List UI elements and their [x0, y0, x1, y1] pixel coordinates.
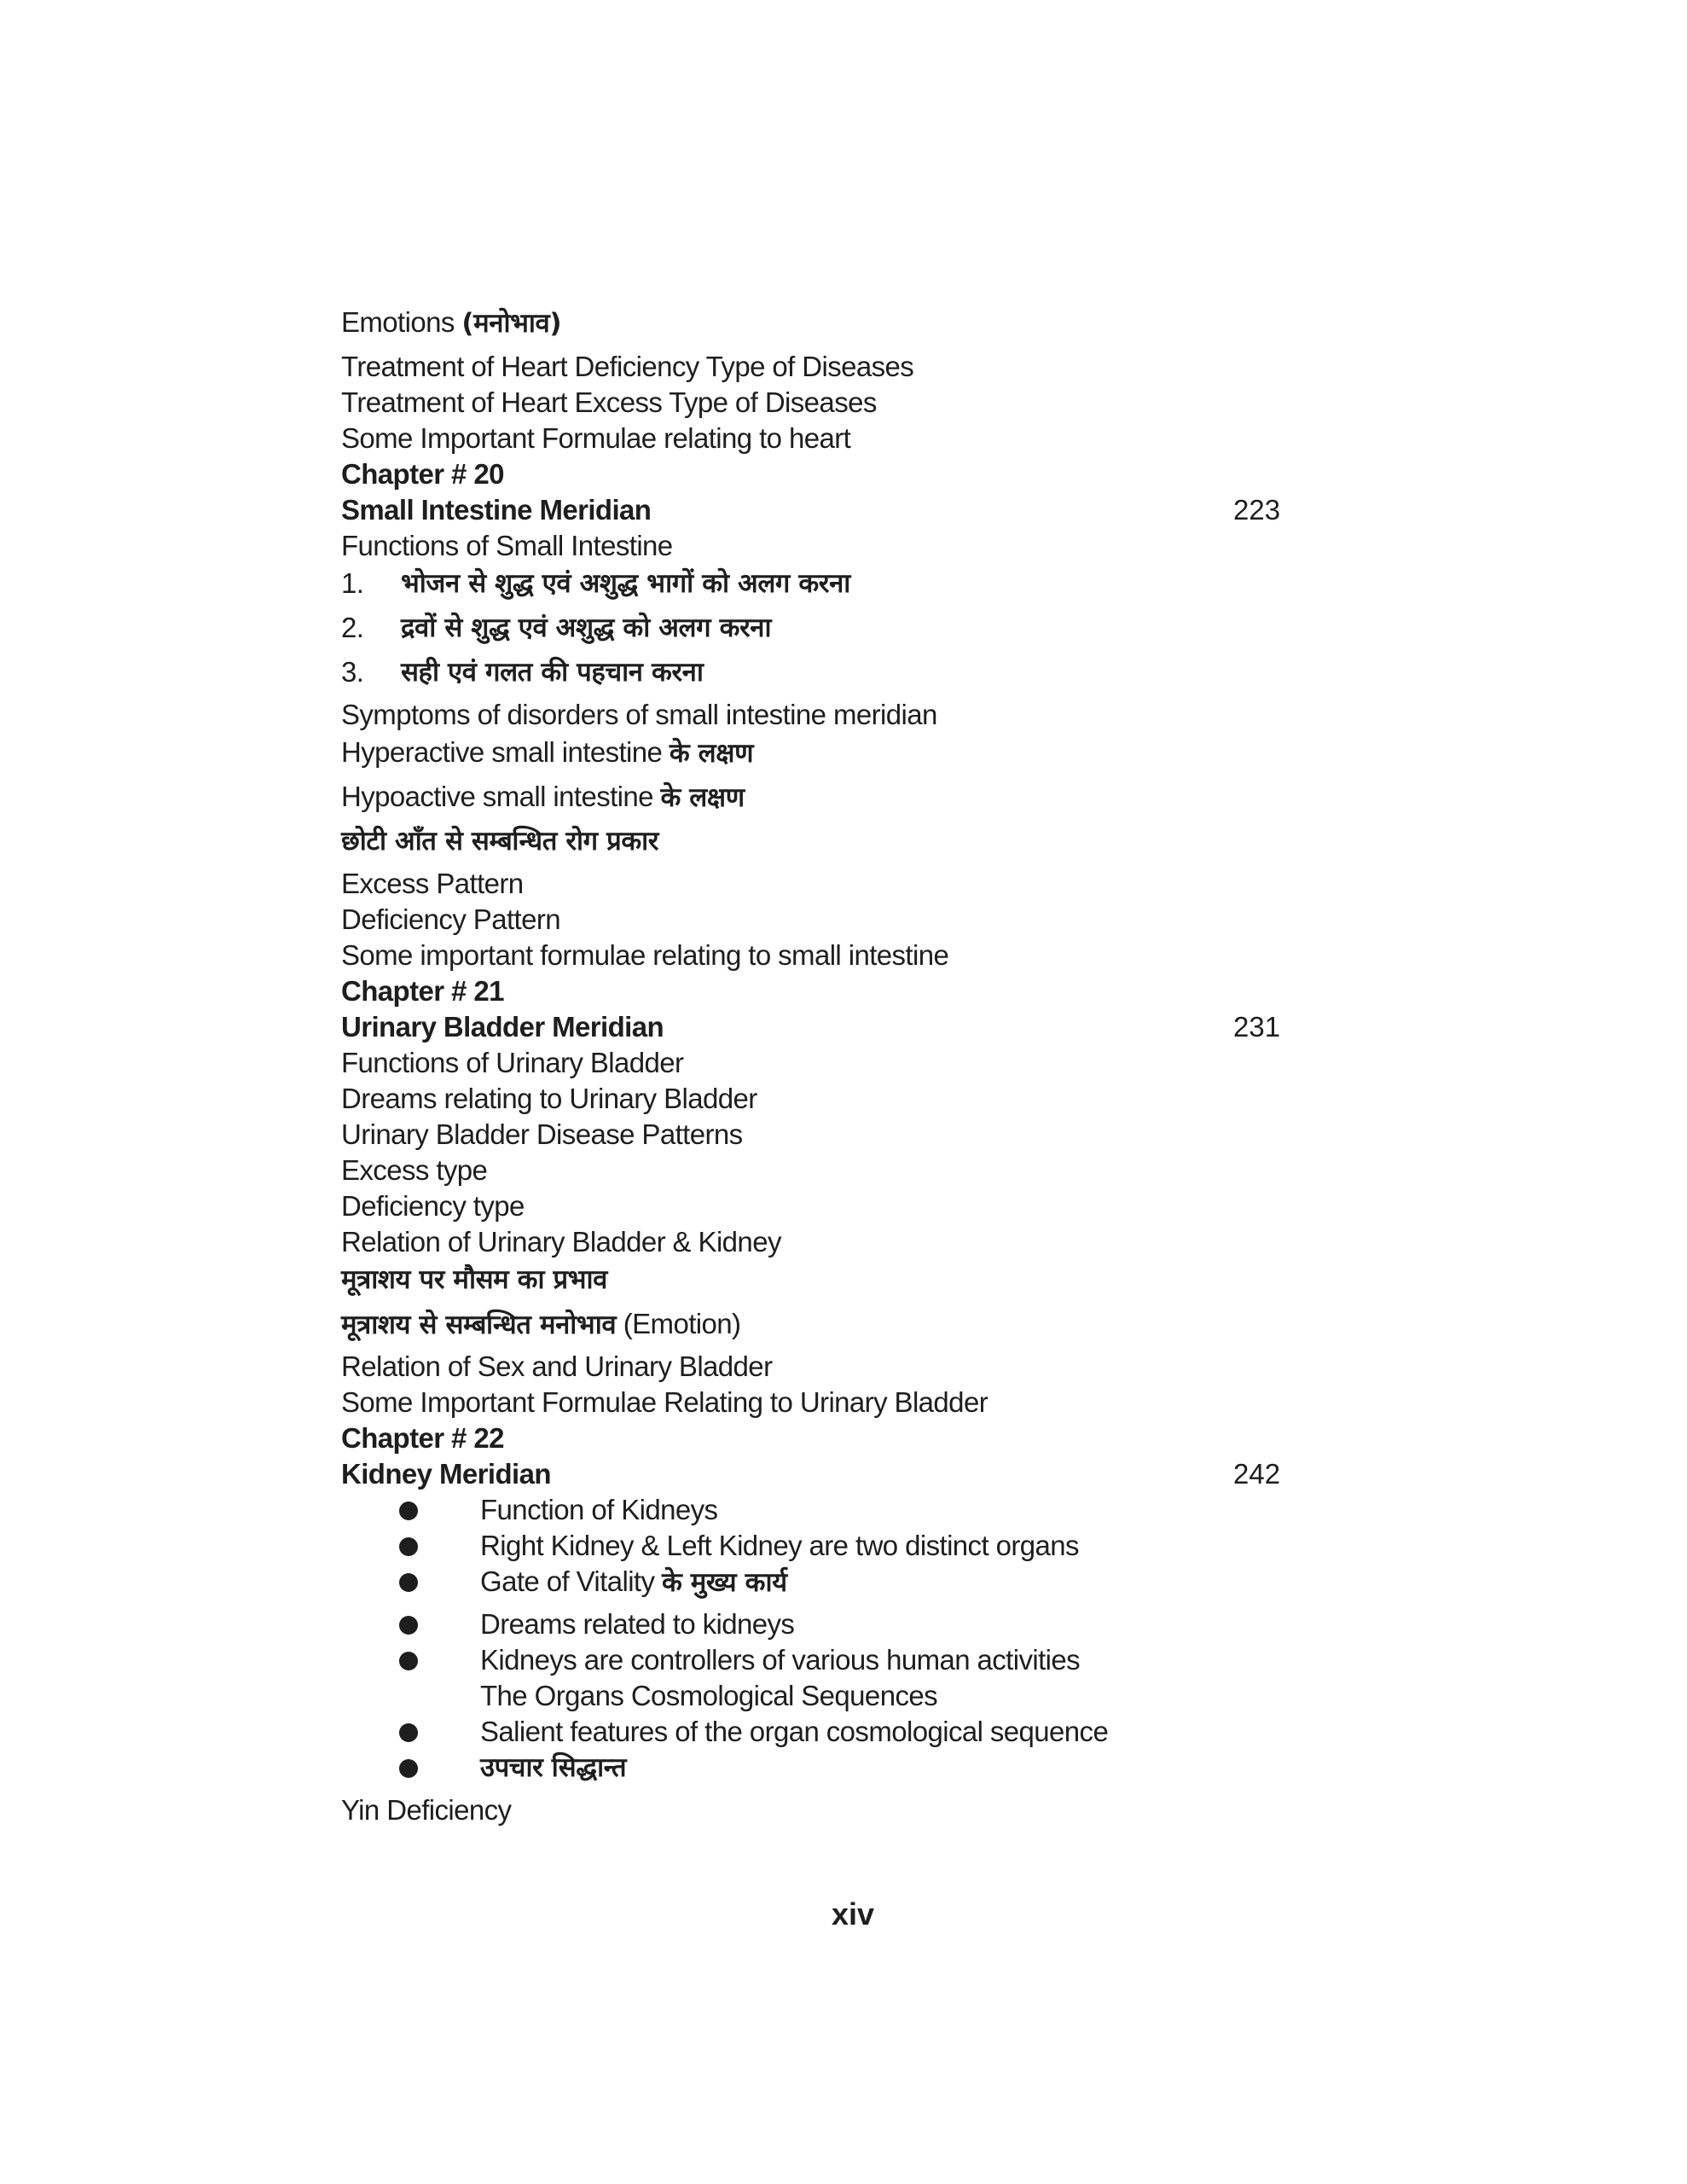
bullet-continuation: The Organs Cosmological Sequences — [480, 1680, 937, 1711]
toc-entry: मूत्राशय से सम्बन्धित मनोभाव (Emotion) — [341, 1308, 741, 1340]
toc-entry: Excess Pattern — [341, 868, 524, 899]
toc-entry: Hyperactive small intestine के लक्षण — [341, 736, 754, 769]
toc-entry: Some Important Formulae relating to heart — [341, 422, 851, 454]
toc-entry: मूत्राशय पर मौसम का प्रभाव — [341, 1264, 607, 1295]
numbered-item: 1. भोजन से शुद्ध एवं अशुद्ध भागों को अलग करना — [341, 567, 850, 599]
toc-entry: Some important formulae relating to small intestine — [341, 939, 949, 971]
bullet-icon — [399, 1537, 418, 1556]
bullet-item: Salient features of the organ cosmological sequence — [341, 1713, 1279, 1751]
toc-entry: Some Important Formulae Relating to Urinary Bladder — [341, 1386, 988, 1418]
toc-entry: Symptoms of disorders of small intestine meridian — [341, 699, 937, 730]
toc-entry: Functions of Urinary Bladder — [341, 1047, 684, 1078]
toc-entry: Urinary Bladder Disease Patterns — [341, 1118, 743, 1150]
bullet-item: उपचार सिद्धान्त — [341, 1749, 1279, 1786]
numbered-item: 3. सही एवं गलत की पहचान करना — [341, 656, 704, 688]
toc-entry: Excess type — [341, 1154, 488, 1186]
toc-entry: Deficiency Pattern — [341, 903, 560, 935]
chapter-title: Small Intestine Meridian — [341, 494, 652, 526]
page-number: 231 — [1233, 1011, 1281, 1043]
chapter-label: Chapter # 20 — [341, 458, 504, 490]
page-number: 223 — [1233, 494, 1281, 526]
chapter-title: Kidney Meridian — [341, 1458, 551, 1490]
chapter-label: Chapter # 21 — [341, 975, 504, 1007]
toc-entry: Emotions (मनोभाव) — [341, 306, 562, 339]
bullet-icon — [399, 1652, 418, 1670]
toc-entry: Yin Deficiency — [341, 1794, 512, 1826]
toc-entry: Hypoactive small intestine के लक्षण — [341, 781, 745, 813]
toc-entry: Functions of Small Intestine — [341, 530, 673, 561]
chapter-label: Chapter # 22 — [341, 1422, 504, 1454]
toc-entry: Treatment of Heart Excess Type of Diseases — [341, 386, 877, 418]
bullet-item: Function of Kidneys — [341, 1491, 1279, 1529]
bullet-item: Right Kidney & Left Kidney are two distinct organs — [341, 1527, 1279, 1565]
bullet-icon — [399, 1723, 418, 1742]
page-number: 242 — [1233, 1458, 1281, 1490]
bullet-icon — [399, 1616, 418, 1635]
bullet-icon — [399, 1502, 418, 1520]
bullet-icon — [399, 1759, 418, 1778]
page-folio: xiv — [831, 1896, 875, 1931]
numbered-item: 2. द्रवों से शुद्ध एवं अशुद्ध को अलग करना — [341, 612, 772, 643]
bullet-icon — [399, 1573, 418, 1592]
bullet-item: Gate of Vitality के मुख्य कार्य — [341, 1563, 1279, 1600]
toc-entry: Dreams relating to Urinary Bladder — [341, 1083, 757, 1114]
toc-entry: Deficiency type — [341, 1190, 525, 1222]
toc-entry: Relation of Sex and Urinary Bladder — [341, 1350, 773, 1382]
chapter-title: Urinary Bladder Meridian — [341, 1011, 664, 1043]
bullet-item: Kidneys are controllers of various human activities — [341, 1641, 1279, 1679]
toc-entry: छोटी आँत से सम्बन्धित रोग प्रकार — [341, 826, 659, 857]
toc-entry: Treatment of Heart Deficiency Type of Diseases — [341, 351, 914, 382]
bullet-item: Dreams related to kidneys — [341, 1606, 1279, 1643]
toc-entry: Relation of Urinary Bladder & Kidney — [341, 1226, 781, 1258]
